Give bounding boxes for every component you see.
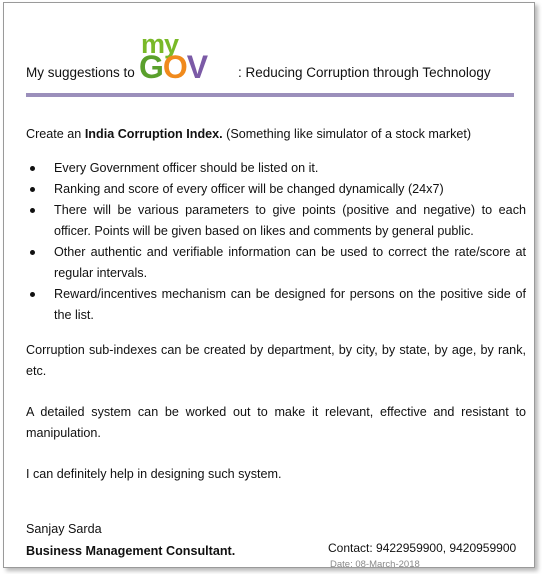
intro-emphasis: India Corruption Index. (84, 127, 223, 141)
bullet-icon (30, 292, 35, 297)
list-item: There will be various parameters to give points (positive and negative) to each officer. Points will be given based on likes and comments by general public. (26, 200, 526, 242)
contact-info: Contact: 9422959900, 9420959900 (328, 541, 517, 555)
list-item: Every Government officer should be listed on it. (26, 158, 526, 179)
list-item: Other authentic and verifiable information can be used to correct the rate/score at regular intervals. (26, 242, 526, 284)
intro-line: Create an India Corruption Index. (Something like simulator of a stock market) (26, 127, 472, 141)
header-suffix: : Reducing Corruption through Technology (238, 65, 491, 80)
mygov-logo (139, 31, 229, 83)
document-body (26, 124, 526, 505)
logo-gov-text: GOV (139, 49, 208, 85)
document-card (3, 2, 535, 568)
bullet-icon (30, 166, 35, 171)
paragraph-offer-help: I can definitely help in designing such system. (26, 467, 282, 481)
logo-my-text: my (141, 29, 179, 59)
header-prefix: My suggestions to (26, 65, 135, 80)
signature-name: Sanjay Sarda (26, 522, 102, 536)
date-stamp: Date: 08-March-2018 (330, 559, 420, 570)
paragraph-detailed-system: A detailed system can be worked out to make it relevant, effective and resistant to manipulation. (26, 405, 526, 440)
paragraph-subindexes: Corruption sub-indexes can be created by department, by city, by state, by age, by rank, etc. (26, 343, 526, 378)
bullet-icon (30, 250, 35, 255)
header-divider (26, 93, 514, 97)
bullet-icon (30, 208, 35, 213)
suggestion-list (26, 158, 526, 326)
bullet-icon (30, 187, 35, 192)
signature-role: Business Management Consultant. (26, 544, 236, 558)
header (26, 29, 516, 85)
signature (26, 518, 235, 562)
list-item: Ranking and score of every officer will be changed dynamically (24x7) (26, 179, 526, 200)
list-item: Reward/incentives mechanism can be designed for persons on the positive side of the list. (26, 284, 526, 326)
